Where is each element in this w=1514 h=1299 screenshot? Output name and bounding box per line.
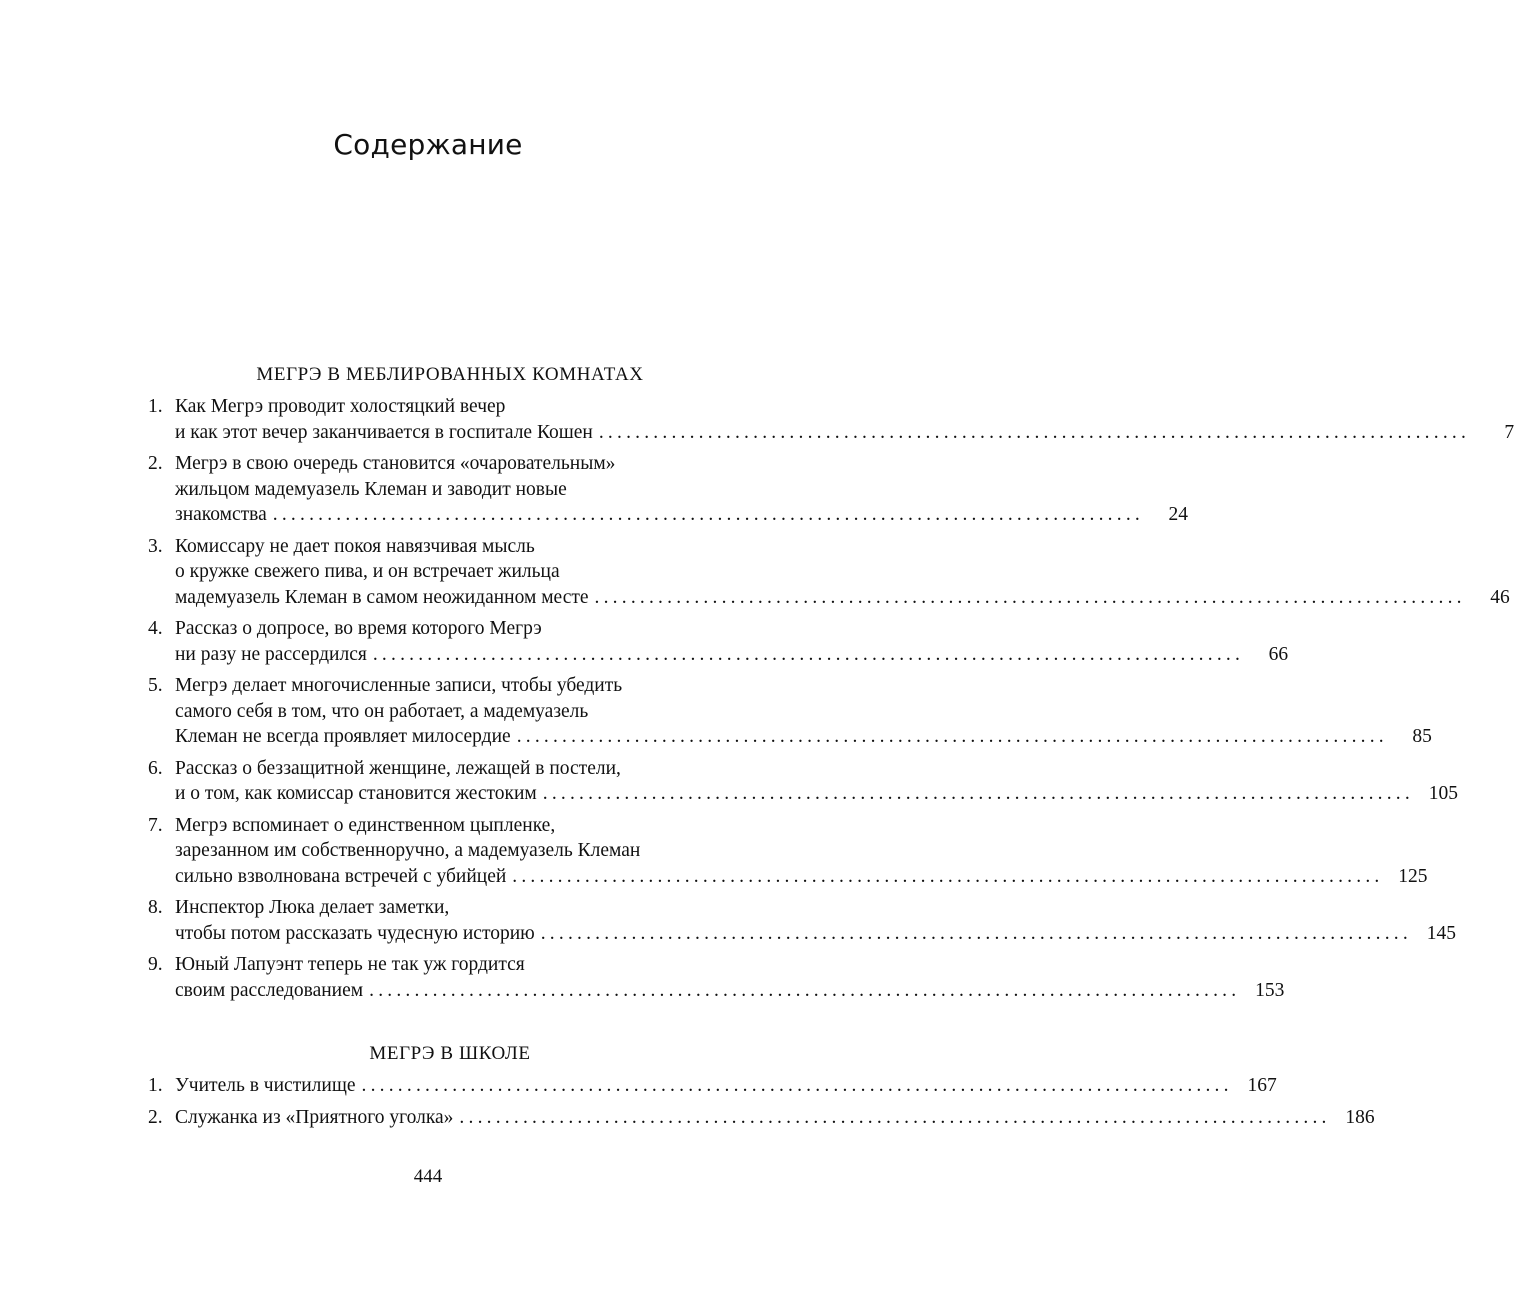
toc-entry bbox=[148, 1105, 1375, 1131]
dot-leader: ................................................................................................ bbox=[512, 865, 1384, 887]
entry-page: 105 bbox=[1428, 783, 1458, 804]
entry-text: и как этот вечер заканчивается в госпитале Кошен bbox=[175, 421, 593, 443]
toc-section bbox=[148, 364, 1514, 1003]
dot-leader: ................................................................................................ bbox=[598, 421, 1471, 443]
entry-text: своим расследованием bbox=[175, 979, 364, 1001]
entry-text: чтобы потом рассказать чудесную историю bbox=[175, 922, 535, 944]
entry-text: жильцом мадемуазель Клеман и заводит новые bbox=[175, 478, 567, 500]
entry-page: 125 bbox=[1398, 865, 1428, 887]
entry-text: Рассказ о допросе, во время которого Мегрэ bbox=[175, 618, 542, 639]
entry-text: и о том, как комиссар становится жестоким bbox=[175, 783, 537, 804]
dot-leader: ................................................................................................ bbox=[272, 504, 1144, 525]
entry-number: 1. bbox=[148, 1075, 163, 1096]
entry-text: Комиссару не дает покоя навязчивая мысль bbox=[175, 535, 535, 557]
entry-number: 6. bbox=[148, 757, 163, 779]
entry-page: 24 bbox=[1168, 504, 1188, 525]
entry-text: знакомства bbox=[175, 504, 267, 525]
entry-number: 5. bbox=[148, 675, 163, 696]
entry-number: 9. bbox=[148, 954, 163, 975]
dot-leader: ................................................................................................ bbox=[542, 783, 1414, 804]
entry-number: 7. bbox=[148, 814, 163, 836]
entry-number: 3. bbox=[148, 535, 163, 557]
entry-text: Инспектор Люка делает заметки, bbox=[175, 897, 450, 918]
entry-number: 2. bbox=[148, 453, 163, 474]
entry-page: 66 bbox=[1268, 643, 1289, 665]
entry-number: 1. bbox=[148, 396, 163, 417]
entry-page: 46 bbox=[1490, 586, 1510, 608]
page-number: 444 bbox=[413, 1166, 443, 1187]
entry-number: 4. bbox=[148, 618, 163, 639]
dot-leader: ................................................................................................ bbox=[372, 643, 1245, 665]
toc-entry bbox=[148, 394, 1514, 445]
entry-page: 145 bbox=[1426, 922, 1456, 944]
entry-number: 8. bbox=[148, 897, 163, 918]
entry-text: Служанка из «Приятного уголка» bbox=[175, 1106, 454, 1128]
toc-entry bbox=[148, 616, 1289, 667]
entry-page: 167 bbox=[1247, 1075, 1277, 1096]
entry-text: мадемуазель Клеман в самом неожиданном месте bbox=[175, 586, 589, 608]
dot-leader: ................................................................................................ bbox=[540, 922, 1412, 944]
dot-leader: ................................................................................................ bbox=[369, 979, 1241, 1001]
entry-text: Мегрэ делает многочисленные записи, чтобы убедить bbox=[175, 675, 623, 696]
toc-entry bbox=[148, 451, 1188, 528]
toc-section bbox=[148, 1043, 1375, 1130]
entry-text: Рассказ о беззащитной женщине, лежащей в постели, bbox=[175, 757, 621, 779]
entry-page: 186 bbox=[1345, 1106, 1375, 1128]
entry-page: 7 bbox=[1504, 421, 1514, 443]
dot-leader: ................................................................................................ bbox=[516, 726, 1388, 747]
toc-entry bbox=[148, 813, 1428, 890]
page-title: Содержание bbox=[333, 128, 523, 161]
entry-page: 153 bbox=[1255, 979, 1285, 1001]
dot-leader: ................................................................................................ bbox=[459, 1106, 1331, 1128]
toc-entry bbox=[148, 895, 1456, 946]
entry-number: 2. bbox=[148, 1106, 163, 1128]
section-title: МЕГРЭ В ШКОЛЕ bbox=[369, 1043, 531, 1064]
toc-entry bbox=[148, 534, 1510, 611]
toc-entry bbox=[148, 952, 1285, 1003]
entry-text: зарезанном им собственноручно, а мадемуазель Клеман bbox=[175, 840, 641, 861]
entry-text: Мегрэ вспоминает о единственном цыпленке, bbox=[175, 814, 556, 836]
entry-page: 85 bbox=[1412, 726, 1432, 747]
dot-leader: ................................................................................................ bbox=[361, 1075, 1233, 1096]
entry-text: Как Мегрэ проводит холостяцкий вечер bbox=[175, 396, 506, 417]
toc-entry bbox=[148, 673, 1432, 750]
toc-entry bbox=[148, 1073, 1277, 1099]
entry-text: самого себя в том, что он работает, а мадемуазель bbox=[175, 700, 589, 722]
section-title: МЕГРЭ В МЕБЛИРОВАННЫХ КОМНАТАХ bbox=[256, 364, 644, 385]
entry-text: сильно взволнована встречей с убийцей bbox=[175, 865, 507, 887]
entry-text: Учитель в чистилище bbox=[175, 1075, 356, 1096]
dot-leader: ................................................................................................ bbox=[594, 586, 1466, 608]
entry-text: Юный Лапуэнт теперь не так уж гордится bbox=[175, 954, 525, 975]
entry-text: о кружке свежего пива, и он встречает жильца bbox=[175, 561, 560, 582]
entry-text: Клеман не всегда проявляет милосердие bbox=[175, 726, 511, 747]
toc-entry bbox=[148, 756, 1458, 807]
entry-text: Мегрэ в свою очередь становится «очаровательным» bbox=[175, 453, 616, 474]
entry-text: ни разу не рассердился bbox=[175, 643, 367, 665]
